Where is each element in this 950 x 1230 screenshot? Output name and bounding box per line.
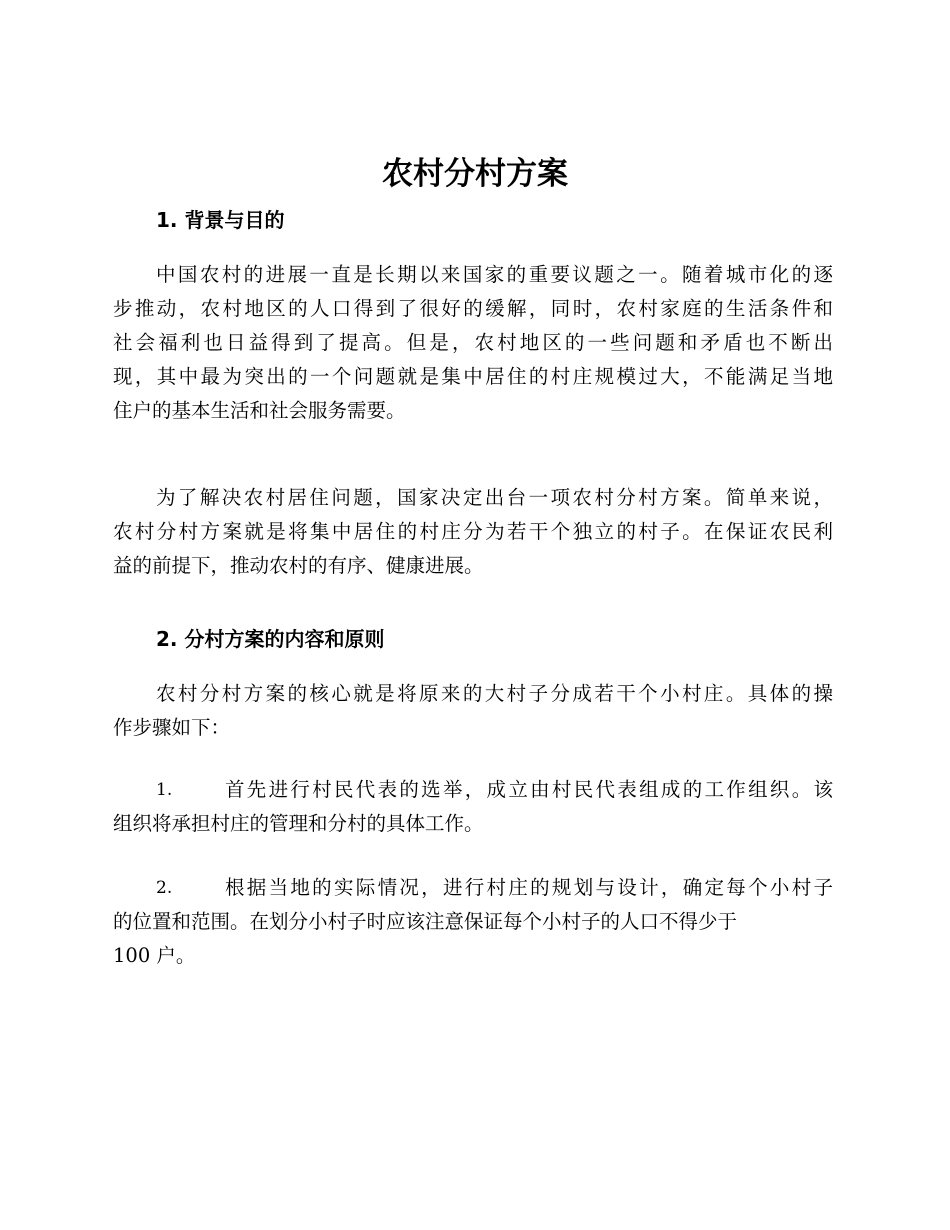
paragraph-background-1: [113, 258, 833, 428]
paragraph-line: 农村分村方案的核心就是将原来的大村子分成若干个小村庄。具体的操: [156, 682, 833, 705]
paragraph-line: 农村分村方案就是将集中居住的村庄分为若干个独立的村子。在保证农民利: [113, 520, 833, 543]
list-item-1: [113, 773, 833, 841]
section-heading-background: 1. 背景与目的: [156, 208, 285, 232]
paragraph-line: 益的前提下，推动农村的有序、健康进展。: [113, 554, 484, 577]
list-item-2: [113, 871, 833, 973]
paragraph-line: 步推动，农村地区的人口得到了很好的缓解，同时，农村家庭的生活条件和: [113, 297, 833, 320]
list-number: 2.: [156, 878, 173, 898]
paragraph-line: 中国农村的进展一直是长期以来国家的重要议题之一。随着城市化的逐: [156, 263, 833, 286]
list-line: 100 户。: [113, 944, 196, 967]
paragraph-line: 社会福利也日益得到了提高。但是，农村地区的一些问题和矛盾也不断出: [113, 331, 833, 354]
paragraph-background-2: [113, 481, 833, 583]
paragraph-core-steps: [113, 677, 833, 745]
list-line: 根据当地的实际情况，进行村庄的规划与设计，确定每个小村子: [225, 876, 833, 899]
paragraph-line: 为了解决农村居住问题，国家决定出台一项农村分村方案。简单来说，: [156, 486, 833, 509]
list-line: 首先进行村民代表的选举，成立由村民代表组成的工作组织。该: [225, 778, 833, 801]
list-line: 组织将承担村庄的管理和分村的具体工作。: [113, 812, 484, 835]
paragraph-line: 住户的基本生活和社会服务需要。: [113, 399, 406, 422]
paragraph-line: 现，其中最为突出的一个问题就是集中居住的村庄规模过大，不能满足当地: [113, 365, 833, 388]
list-line: 的位置和范围。在划分小村子时应该注意保证每个小村子的人口不得少于: [113, 910, 738, 933]
section-heading-content-principles: 2. 分村方案的内容和原则: [156, 627, 385, 651]
document-title: 农村分村方案: [382, 156, 568, 192]
list-number: 1.: [156, 780, 173, 800]
paragraph-line: 作步骤如下：: [113, 716, 231, 739]
